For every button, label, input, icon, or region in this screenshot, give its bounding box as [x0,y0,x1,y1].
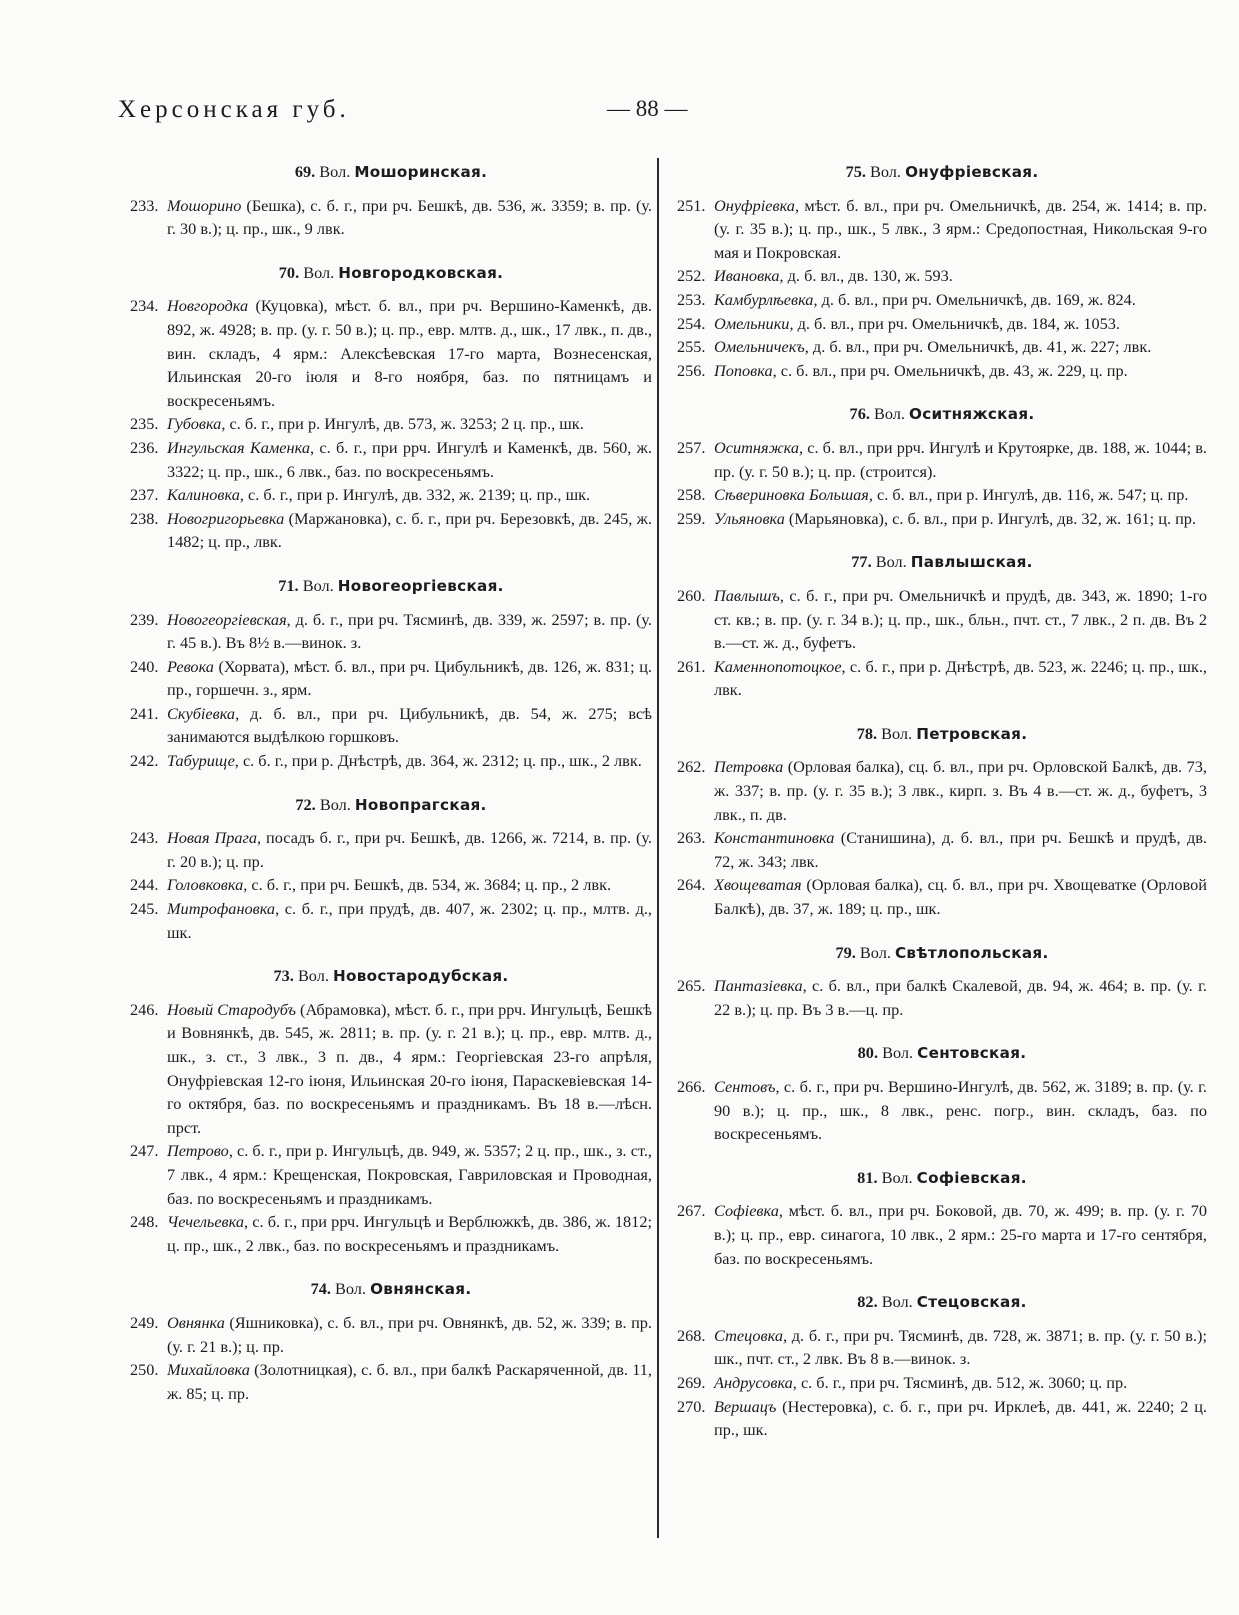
volost-section [130,1277,652,1405]
volost-name: Новостародубская. [333,967,509,986]
volost-number: 81. [857,1167,878,1187]
volost-number: 69. [294,162,316,181]
settlement-entry [677,755,1207,826]
entry-number: 257. [677,437,706,457]
right-column [677,160,1207,1462]
entry-text: , с. б. г., при р. Днѣстрѣ, дв. 523, ж. 2246; ц. пр., шк., лвк. [714,656,1207,700]
volost-name: Петровская. [916,724,1028,743]
entry-text: (Орловая балка), сц. б. вл., при рч. Хвощеватке (Орловой Балкѣ), дв. 37, ж. 189; ц. пр., шк. [714,875,1207,919]
entry-number: 251. [677,195,706,215]
place-name: Скубіевка [167,703,236,723]
volost-section [677,722,1207,921]
place-name: Новгородка [167,296,249,316]
entry-number: 259. [677,508,706,528]
entry-text: , д. б. вл., при рч. Цибульникѣ, дв. 54, ж. 275; всѣ занимаются выдѣлкою горшковъ. [167,703,652,747]
settlement-entry [130,608,652,655]
volost-label: Вол. [335,1279,366,1299]
place-name: Сѣвериновка Большая [714,485,869,505]
entry-number: 256. [677,360,706,380]
volost-heading [677,941,1207,966]
settlement-entry [677,312,1207,336]
volost-heading [677,550,1207,575]
settlement-entry [130,483,652,507]
volost-section [130,160,652,241]
volost-heading [130,160,652,185]
settlement-entry [677,1395,1207,1442]
volost-section [677,550,1207,702]
entry-number: 234. [130,296,159,316]
entry-number: 264. [677,875,706,895]
place-name: Сентовъ [714,1077,776,1096]
volost-label: Вол. [319,162,351,181]
volost-heading [130,793,652,818]
volost-section [677,1041,1207,1145]
entry-number: 241. [130,703,159,723]
entry-number: 261. [677,656,706,676]
volost-section [130,964,652,1257]
volost-heading [130,261,652,286]
volost-label: Вол. [870,162,901,181]
settlement-entry [130,1358,652,1405]
settlement-entry [677,655,1207,702]
entry-number: 236. [130,437,159,457]
settlement-entry [677,335,1207,359]
place-name: Ревока [167,656,214,676]
entry-text: , с. б. вл., при балкѣ Скалевой, дв. 94, ж. 464; в. пр. (у. г. 22 в.); ц. пр. Въ 3 в.—ц. пр. [714,976,1207,1019]
volost-section [677,160,1207,382]
settlement-entry [130,1311,652,1358]
place-name: Чечельевка [167,1212,244,1232]
place-name: Софіевка [714,1201,779,1221]
entry-number: 245. [130,899,159,919]
entry-text: (Абрамовка), мѣст. б. г., при ррч. Ингульцѣ, Бешкѣ и Вовнянкѣ, дв. 545, ж. 2811; в. пр. (у. г. 21 в.); ц. пр., евр. млтв. д., шк., з. ст., 3 лвк., 3 п. дв., 4 ярм.: Георгіевская 23-го апрѣля, Онуфріевская 12-го іюня, Ильинская 20-го іюня, Параскевіевская 14-го октября, баз. по воскресеньямъ и праздникамъ. Въ 18 в.—лѣсн. прст. [167,999,653,1137]
volost-number: 80. [857,1043,879,1063]
volost-heading [677,1041,1207,1066]
entry-text: , мѣст. б. вл., при рч. Боковой, дв. 70, ж. 499; в. пр. (у. г. 70 в.); ц. пр., евр. синагога, 10 лвк., 2 ярм.: 25-го марта и 17-го сентября, баз. по воскресеньямъ. [714,1201,1207,1268]
volost-section [130,574,652,773]
entry-text: , с. б. вл., при ррч. Ингулѣ и Крутоярке, дв. 188, ж. 1044; в. пр. (у. г. 50 в.); ц. пр. (строится). [714,437,1207,481]
entry-number: 268. [677,1325,706,1345]
volost-name: Новогеоргіевская. [337,576,504,595]
entry-text: , с. б. вл., при р. Ингулѣ, дв. 116, ж. 547; ц. пр. [868,485,1189,505]
place-name: Оситняжка [714,437,800,457]
settlement-entry [677,1371,1207,1395]
entry-number: 246. [130,999,159,1019]
entry-text: , с. б. г., при рч. Вершино-Ингулѣ, дв. 562, ж. 3189; в. пр. (у. г. 90 в.); ц. пр., шк., 8 лвк., ренс. погр., вин. складъ, баз. по воскресеньямъ. [714,1077,1207,1144]
volost-number: 82. [857,1292,878,1312]
settlement-entry [677,826,1207,873]
volost-label: Вол. [297,966,329,986]
left-column [130,160,652,1425]
entry-text: , с. б. г., при р. Ингульцѣ, дв. 949, ж. 5357; 2 ц. пр., шк., з. ст., 7 лвк., 4 ярм.: Крещенская, Покровская, Гавриловская и Проводная, баз. по воскресеньямъ и праздникамъ. [167,1141,652,1208]
place-name: Табурище [167,751,235,771]
entry-number: 237. [130,485,159,505]
settlement-entry [130,749,652,773]
entry-text: , с. б. г., при рч. Бешкѣ, дв. 534, ж. 3684; ц. пр., 2 лвк. [243,875,612,895]
entry-number: 243. [130,828,159,848]
settlement-entry [677,1075,1207,1146]
settlement-entry [677,483,1207,507]
volost-name: Стецовская. [916,1293,1027,1312]
entry-number: 235. [130,414,159,434]
settlement-entry [677,873,1207,920]
entry-text: , с. б. г., при ррч. Ингулѣ и Каменкѣ, дв. 560, ж. 3322; ц. пр., шк., 6 лвк., баз. по воскресеньямъ. [167,437,653,481]
volost-label: Вол. [881,1167,913,1187]
entry-text: (Яшниковка), с. б. вл., при рч. Овнянкѣ, дв. 52, ж. 339; в. пр. (у. г. 21 в.); ц. пр. [167,1312,652,1356]
entry-number: 249. [130,1312,159,1332]
entry-number: 260. [677,585,706,605]
volost-heading [130,574,652,599]
settlement-entry [677,974,1207,1021]
entry-number: 270. [677,1396,706,1416]
volost-number: 79. [835,942,856,962]
entry-number: 267. [677,1201,706,1221]
settlement-entry [130,998,652,1140]
settlement-entry [130,194,652,241]
entry-text: , д. б. вл., дв. 130, ж. 593. [779,266,953,286]
place-name: Камбурлѣевка [714,289,814,309]
page-header [0,96,1239,136]
volost-section [677,1166,1207,1270]
volost-label: Вол. [881,723,913,743]
entry-number: 238. [130,508,159,528]
settlement-entry [677,359,1207,383]
entry-text: , д. б. вл., при рч. Омельничкѣ, дв. 169, ж. 824. [813,289,1136,309]
volost-name: Свѣтлопольская. [894,943,1049,962]
place-name: Павлышъ [714,585,780,605]
place-name: Хвощеватая [714,875,802,895]
settlement-entry [677,507,1207,531]
entry-number: 244. [130,875,159,895]
entry-number: 240. [130,656,159,676]
entry-text: (Золотницкая), с. б. вл., при балкѣ Раскаряченной, дв. 11, ж. 85; ц. пр. [167,1360,652,1403]
place-name: Поповка [714,360,773,380]
entry-text: (Маржановка), с. б. г., при рч. Березовкѣ, дв. 245, ж. 1482; ц. пр., лвк. [167,508,652,552]
settlement-entry [130,1139,652,1210]
entry-number: 247. [130,1141,159,1161]
settlement-entry [130,702,652,749]
place-name: Овнянка [167,1312,225,1332]
volost-label: Вол. [303,262,335,282]
place-name: Петрово [167,1141,229,1161]
entry-text: , с. б. г., при р. Ингулѣ, дв. 573, ж. 3253; 2 ц. пр., шк. [221,414,584,434]
volost-heading [677,160,1207,185]
settlement-entry [677,288,1207,312]
place-name: Стецовка [714,1325,783,1345]
settlement-entry [130,294,652,412]
volost-label: Вол. [875,552,907,572]
volost-name: Онуфріевская. [905,163,1039,181]
entry-text: (Орловая балка), сц. б. вл., при рч. Орловской Балкѣ, дв. 73, ж. 337; в. пр. (у. г. 35 в.); 3 лвк., кирп. з. Въ 4 в.—ст. ж. д., буфетъ, 3 лвк., п. дв. [714,757,1207,824]
volost-number: 77. [851,552,872,572]
place-name: Головковка [167,875,244,895]
volost-number: 70. [278,262,300,282]
place-name: Новогригорьевка [167,508,285,528]
place-name: Мошорино [167,195,242,215]
place-name: Пантазіевка [714,976,803,996]
place-name: Вершацъ [714,1396,777,1416]
place-name: Калиновка [167,485,240,505]
entry-text: , с. б. г., при рч. Омельничкѣ и прудѣ, дв. 343, ж. 1890; 1-го ст. кв.; в. пр. (у. г. 34 в.); ц. пр., шк., бльн., пчт. ст., 7 лвк., 2 п. дв. Въ 2 в.—ст. ж. д., буфетъ. [714,585,1207,653]
entry-text: , с. б. г., при ррч. Ингульцѣ и Верблюжкѣ, дв. 386, ж. 1812; ц. пр., шк., 2 лвк., баз. по воскресеньямъ и праздникамъ. [167,1212,652,1255]
volost-section [677,941,1207,1022]
place-name: Ульяновка [714,508,785,528]
settlement-entry [130,897,652,944]
volost-heading [130,964,652,989]
volost-name: Оситняжская. [909,405,1035,424]
place-name: Губовка [167,414,222,434]
entry-text: (Куцовка), мѣст. б. вл., при рч. Вершино-Каменкѣ, дв. 892, ж. 4928; в. пр. (у. г. 50 в.); ц. пр., евр. млтв. д., шк., 17 лвк., п. дв., вин. складъ, 4 ярм.: Алексѣевская 17-го марта, Вознесенская, Ильинская 20-го іюля и 8-го ноября, баз. по пятницамъ и воскресеньямъ. [167,296,652,410]
entry-number: 252. [677,266,706,286]
place-name: Петровка [714,757,784,777]
settlement-entry [677,436,1207,483]
volost-section [677,1290,1207,1442]
entry-number: 269. [677,1372,706,1392]
entry-number: 262. [677,757,706,777]
volost-number: 78. [856,723,878,743]
volost-number: 73. [273,966,294,986]
entry-text: , д. б. вл., при рч. Омельничкѣ, дв. 41, ж. 227; лвк. [804,337,1152,357]
entry-text: , д. б. г., при рч. Тясминѣ, дв. 728, ж. 3871; в. пр. (у. г. 50 в.); шк., пчт. ст., 2 лвк. Въ 8 в.—винок. з. [714,1325,1207,1369]
volost-name: Новопрагская. [354,795,487,814]
place-name: Омельничекъ [714,337,805,357]
place-name: Ивановка [714,266,780,286]
settlement-entry [677,1324,1207,1371]
entry-number: 233. [130,195,159,215]
running-title: Херсонская губ. [118,96,350,123]
volost-heading [677,1290,1207,1315]
settlement-entry [677,264,1207,288]
settlement-entry [130,412,652,436]
place-name: Новая Прага [167,828,258,848]
volost-number: 71. [278,575,299,595]
volost-heading [130,1277,652,1302]
entry-number: 258. [677,485,706,505]
entry-number: 253. [677,289,706,309]
volost-label: Вол. [302,575,334,595]
volost-heading [677,1166,1207,1191]
entry-number: 242. [130,751,159,771]
settlement-entry [677,194,1207,265]
settlement-entry [130,436,652,483]
volost-section [130,261,652,554]
entry-text: , с. б. г., при рч. Тясминѣ, дв. 512, ж. 3060; ц. пр. [792,1372,1128,1392]
settlement-entry [130,655,652,702]
entry-text: , с. б. г., при р. Ингулѣ, дв. 332, ж. 2139; ц. пр., шк. [239,485,591,505]
entry-number: 255. [677,337,706,357]
volost-label: Вол. [873,404,905,424]
settlement-entry [677,1199,1207,1270]
volost-section [677,402,1207,530]
volost-section [130,793,652,945]
volost-name: Софіевская. [916,1168,1027,1187]
volost-number: 75. [845,162,866,181]
place-name: Андрусовка [714,1372,793,1392]
volost-name: Новгородковская. [338,263,504,282]
place-name: Омельники [714,313,790,333]
settlement-entry [130,1210,652,1257]
settlement-entry [130,507,652,554]
page-number: — 88 — [607,96,688,121]
place-name: Новый Стародубъ [167,999,296,1019]
entry-number: 248. [130,1212,159,1232]
settlement-entry [130,826,652,873]
entry-number: 239. [130,609,159,629]
place-name: Митрофановка [167,899,276,919]
volost-label: Вол. [882,1043,914,1063]
entry-text: , д. б. г., при рч. Тясминѣ, дв. 339, ж. 2597; в. пр. (у. г. 45 в.). Въ 8½ в.—винок. з. [167,609,652,653]
volost-heading [677,722,1207,747]
settlement-entry [130,873,652,897]
volost-name: Мошоринская. [354,163,488,181]
volost-name: Овнянская. [370,1280,472,1299]
place-name: Онуфріевка [714,195,795,215]
place-name: Михайловка [167,1360,250,1380]
entry-text: (Марьяновка), с. б. вл., при р. Ингулѣ, дв. 32, ж. 161; ц. пр. [784,508,1197,528]
volost-number: 72. [295,794,316,814]
entry-number: 263. [677,828,706,848]
volost-name: Павлышская. [910,553,1033,572]
volost-number: 76. [849,404,870,424]
entry-text: (Хорвата), мѣст. б. вл., при рч. Цибульникѣ, дв. 126, ж. 831; ц. пр., горшечн. з., ярм. [167,656,652,700]
place-name: Ингульская Каменка [167,437,310,457]
entry-text: , посадъ б. г., при рч. Бешкѣ, дв. 1266, ж. 7214, в. пр. (у. г. 20 в.); ц. пр. [167,828,652,871]
entry-number: 266. [677,1077,706,1096]
entry-text: (Бешка), с. б. г., при рч. Бешкѣ, дв. 536, ж. 3359; в. пр. (у. г. 30 в.); ц. пр., шк., 9 лвк. [167,195,652,239]
entry-text: , с. б. г., при прудѣ, дв. 407, ж. 2302; ц. пр., млтв. д., шк. [167,899,652,942]
entry-text: (Нестеровка), с. б. г., при рч. Ирклеѣ, дв. 441, ж. 2240; 2 ц. пр., шк. [714,1396,1207,1440]
entry-text: , с. б. г., при р. Днѣстрѣ, дв. 364, ж. 2312; ц. пр., шк., 2 лвк. [234,751,642,771]
place-name: Новогеоргіевская [167,609,287,629]
place-name: Константиновка [714,828,835,848]
volost-heading [677,402,1207,427]
entry-text: (Станишина), д. б. вл., при рч. Бешкѣ и прудѣ, дв. 72, ж. 343; лвк. [714,828,1207,871]
entry-text: , с. б. вл., при рч. Омельничкѣ, дв. 43, ж. 229, ц. пр. [772,360,1128,380]
entry-text: , мѣст. б. вл., при рч. Омельничкѣ, дв. 254, ж. 1414; в. пр. (у. г. 35 в.); ц. пр., шк., 5 лвк., 3 ярм.: Средопостная, Никольская 9-го мая и Покровская. [714,195,1207,262]
column-divider [657,158,659,1538]
place-name: Каменнопотоцкое [714,656,842,676]
volost-label: Вол. [319,794,351,814]
volost-label: Вол. [881,1292,913,1312]
entry-text: , д. б. вл., при рч. Омельничкѣ, дв. 184, ж. 1053. [789,313,1120,333]
entry-number: 265. [677,976,706,996]
settlement-entry [677,584,1207,655]
volost-number: 74. [310,1279,331,1299]
entry-number: 250. [130,1360,159,1380]
volost-name: Сентовская. [917,1044,1027,1063]
entry-number: 254. [677,313,706,333]
volost-label: Вол. [859,942,891,962]
